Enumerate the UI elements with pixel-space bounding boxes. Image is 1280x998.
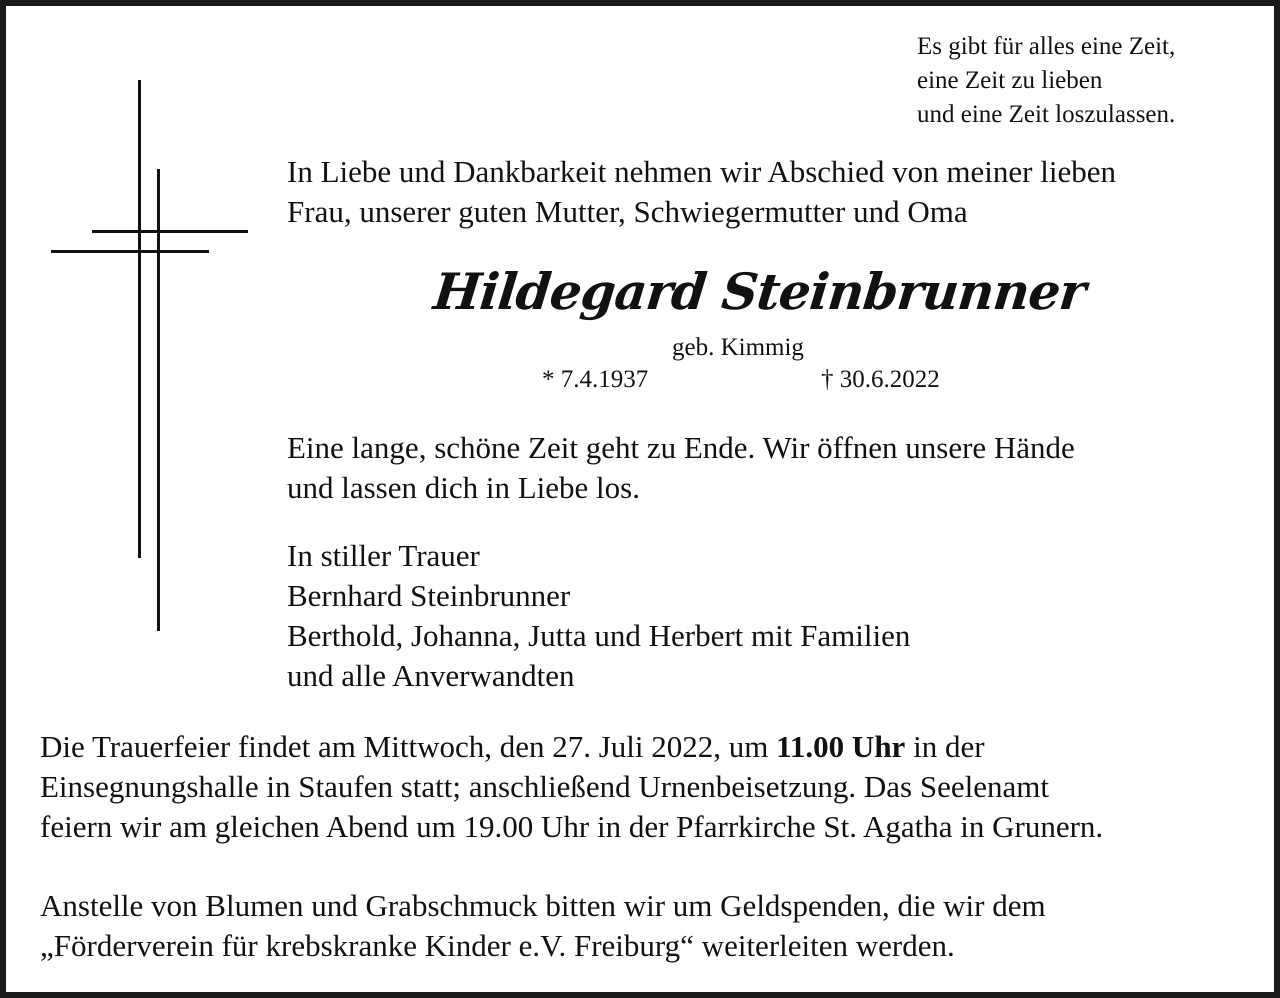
quote-line-1: Es gibt für alles eine Zeit, [917,33,1176,60]
birth-date: * 7.4.1937 [542,366,649,393]
ceremony-line-3: feiern wir am gleichen Abend um 19.00 Uhr in der Pfarrkirche St. Agatha in Grunern. [40,809,1104,844]
donation-info [40,886,1046,966]
donation-line-2: „Förderverein für krebskranke Kinder e.V. Freiburg“ weiterleiten werden. [40,928,955,963]
cross-left-vertical [138,80,141,558]
death-date: † 30.6.2022 [821,366,940,393]
mourners-line-3: Berthold, Johanna, Jutta und Herbert mit Familien [287,618,911,653]
cross-left-horizontal [51,250,209,253]
ceremony-line-1 [40,727,1103,767]
double-cross-icon [6,6,266,646]
maiden-name: geb. Kimmig [672,334,804,361]
ceremony-line-2: Einsegnungshalle in Staufen statt; anschließend Urnenbeisetzung. Das Seelenamt [40,769,1049,804]
ceremony-info [40,727,1103,847]
mourners-line-1: In stiller Trauer [287,538,480,573]
quote-line-2: eine Zeit zu lieben [917,67,1103,94]
intro-text [287,152,1116,232]
farewell-line-2: und lassen dich in Liebe los. [287,470,640,505]
cross-right-vertical [157,169,160,631]
mourners-line-2: Bernhard Steinbrunner [287,578,571,613]
ceremony-time: 11.00 Uhr [776,729,906,764]
intro-line-1: In Liebe und Dankbarkeit nehmen wir Abschied von meiner lieben [287,154,1116,189]
cross-right-horizontal [92,230,248,233]
mourners-list [287,536,910,696]
farewell-text [287,428,1075,508]
farewell-line-1: Eine lange, schöne Zeit geht zu Ende. Wir öffnen unsere Hände [287,430,1075,465]
quote-line-3: und eine Zeit loszulassen. [917,101,1176,128]
ceremony-line-1-end: in der [905,729,985,764]
mourners-line-4: und alle Anverwandten [287,658,575,693]
donation-line-1: Anstelle von Blumen und Grabschmuck bitten wir um Geldspenden, die wir dem [40,888,1046,923]
deceased-name: Hildegard Steinbrunner [430,262,1089,321]
ceremony-line-1-start: Die Trauerfeier findet am Mittwoch, den 27. Juli 2022, um [40,729,777,764]
quote [917,30,1175,132]
intro-line-2: Frau, unserer guten Mutter, Schwiegermutter und Oma [287,194,968,229]
